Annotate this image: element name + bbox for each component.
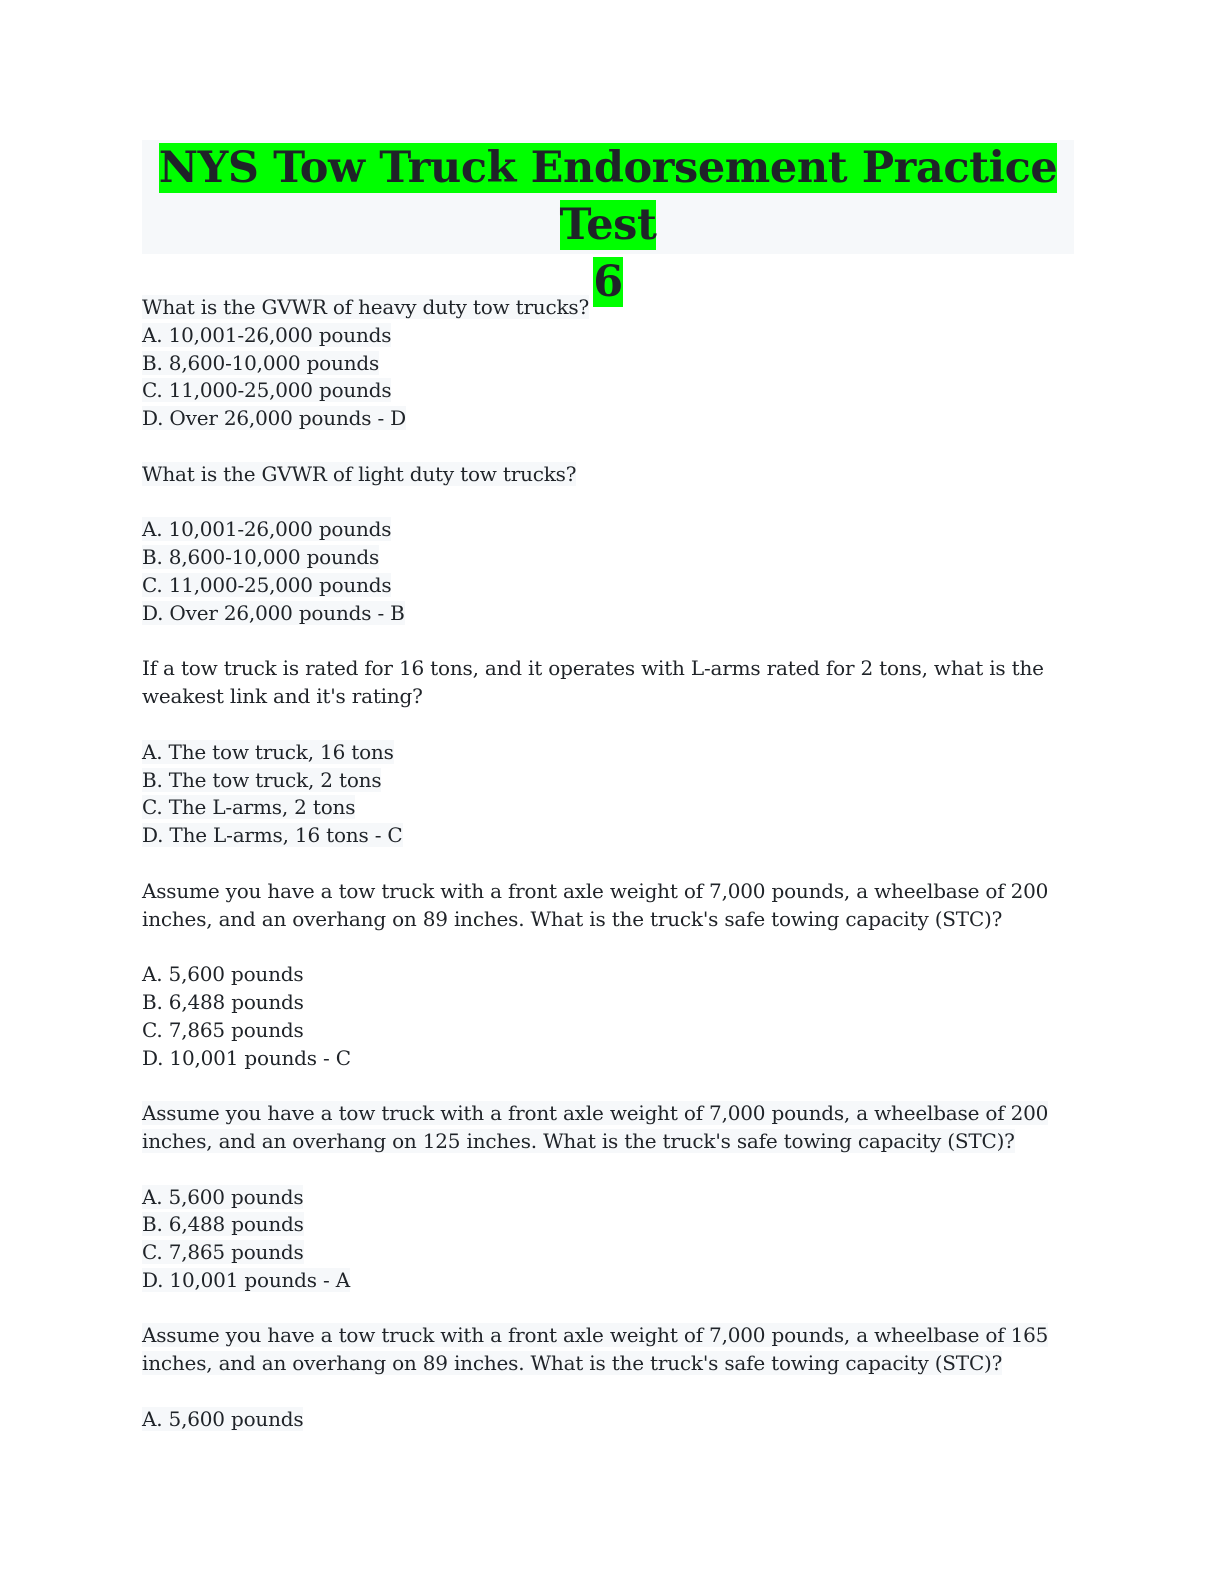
spacer — [142, 850, 1074, 878]
option-item: B. 8,600-10,000 pounds — [142, 350, 380, 375]
question-block-1 — [142, 294, 1074, 433]
spacer — [142, 933, 1074, 961]
option-item: A. 5,600 pounds — [142, 962, 304, 987]
question-block-4 — [142, 878, 1074, 1073]
question-text: inches, and an overhang on 125 inches. What is the truck's safe towing capacity (STC)? — [142, 1128, 1015, 1153]
question-text: inches, and an overhang on 89 inches. What is the truck's safe towing capacity (STC)? — [142, 906, 1003, 931]
spacer — [142, 1072, 1074, 1100]
page-title — [142, 140, 1074, 311]
question-text: inches, and an overhang on 89 inches. What is the truck's safe towing capacity (STC)? — [142, 1351, 1003, 1376]
question-block-5 — [142, 1100, 1074, 1295]
question-text: Assume you have a tow truck with a front axle weight of 7,000 pounds, a wheelbase of 200 — [142, 1101, 1049, 1126]
spacer — [142, 1295, 1074, 1323]
option-item: C. 7,865 pounds — [142, 1017, 304, 1042]
option-item: A. The tow truck, 16 tons — [142, 739, 394, 764]
option-item: B. 8,600-10,000 pounds — [142, 545, 380, 570]
spacer — [142, 489, 1074, 517]
spacer — [142, 711, 1074, 739]
option-item: D. Over 26,000 pounds - B — [142, 600, 405, 625]
spacer — [142, 433, 1074, 461]
title-line-1: NYS Tow Truck Endorsement Practice Test — [158, 143, 1058, 250]
question-text: What is the GVWR of light duty tow trucks? — [142, 461, 577, 486]
option-item: A. 5,600 pounds — [142, 1406, 304, 1431]
option-item: D. 10,001 pounds - C — [142, 1045, 351, 1070]
spacer — [142, 1378, 1074, 1406]
option-item: D. Over 26,000 pounds - D — [142, 406, 407, 431]
spacer — [142, 628, 1074, 656]
question-block-3 — [142, 655, 1074, 850]
option-item: C. 11,000-25,000 pounds — [142, 378, 392, 403]
question-text: weakest link and it's rating? — [142, 684, 423, 709]
option-item: D. 10,001 pounds - A — [142, 1267, 350, 1292]
question-block-2 — [142, 461, 1074, 628]
option-item: C. 11,000-25,000 pounds — [142, 572, 392, 597]
option-item: C. 7,865 pounds — [142, 1240, 304, 1265]
question-text: Assume you have a tow truck with a front axle weight of 7,000 pounds, a wheelbase of 200 — [142, 878, 1049, 903]
document-page — [142, 140, 1074, 1434]
option-item: B. The tow truck, 2 tons — [142, 767, 382, 792]
question-block-6 — [142, 1322, 1074, 1433]
question-list — [142, 294, 1074, 1434]
option-item: B. 6,488 pounds — [142, 989, 304, 1014]
option-item: A. 10,001-26,000 pounds — [142, 517, 392, 542]
option-item: A. 5,600 pounds — [142, 1184, 304, 1209]
option-item: B. 6,488 pounds — [142, 1212, 304, 1237]
option-item: A. 10,001-26,000 pounds — [142, 322, 392, 347]
question-text: If a tow truck is rated for 16 tons, and it operates with L-arms rated for 2 tons, what is the — [142, 656, 1044, 681]
title-line-2: 6 — [593, 257, 623, 307]
option-item: D. The L-arms, 16 tons - C — [142, 823, 403, 848]
question-text: What is the GVWR of heavy duty tow trucks? — [142, 295, 589, 319]
spacer — [142, 1156, 1074, 1184]
option-item: C. The L-arms, 2 tons — [142, 795, 356, 820]
question-text: Assume you have a tow truck with a front axle weight of 7,000 pounds, a wheelbase of 165 — [142, 1323, 1049, 1348]
